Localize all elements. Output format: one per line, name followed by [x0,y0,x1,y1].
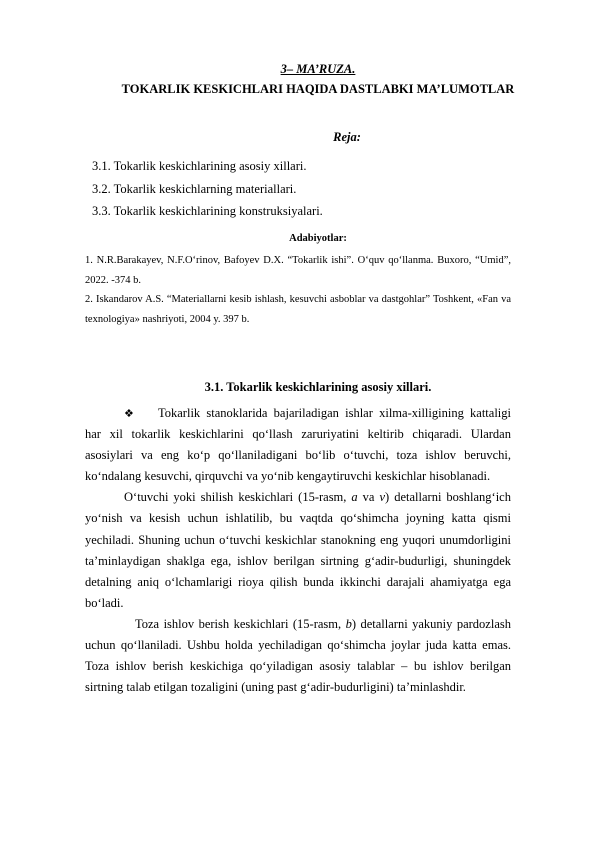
paragraph-2-text-a: O‘tuvchi yoki shilish keskichlari (15-rasm, [124,490,352,505]
plan-item: 3.2. Tokarlik keskichlarning materiallari. [92,181,297,196]
paragraph-3-text-a: Toza ishlov berish keskichlari (15-rasm, [135,616,346,631]
references-list [85,251,511,329]
plan-heading: Reja: [333,130,361,144]
paragraph-2-text-b: ) detallarni boshlang‘ich yo‘nish va kesish uchun ishlatilib, bu vaqtda qo‘shimcha joyning katta qismi yechiladi. Shuning uchun o‘tuvchi keskichlar stanokning eng yuqori unumdorligini ta’minlaydigan shaklga ega, ishlov berilgan sirtning g‘adir-budurligi, shuningdek detalning aniq o‘lchamlarigi rioya qilish bunda ikkinchi darajali ahamiyatga ega bo‘ladi. [85,490,511,610]
figure-ref-b: b [345,616,352,631]
paragraph-3 [85,614,511,698]
paragraph-2-text-mid: va [357,490,380,505]
plan-list [92,155,323,223]
figure-ref-v: v [379,490,386,505]
section-title: 3.1. Tokarlik keskichlarining asosiy xillari. [204,380,432,394]
paragraph-2 [85,487,511,614]
lecture-number: 3– MA’RUZA. [280,62,356,76]
figure-ref-a: a [351,490,358,505]
reference-item: 2. Iskandarov A.S. “Materiallarni kesib ishlash, kesuvchi asboblar va dastgohlar” Toshkent, «Fan va texnologiya» nashriyoti, 2004 y. 397 b. [85,294,511,325]
paragraph-3-text-b: ) detallarni yakuniy pardozlash uchun qo‘llaniladi. Ushbu holda yechiladigan qo‘shimcha joylar juda katta emas. Toza ishlov berish keskichiga qo‘yiladigan asosiy talablar – bu ishlov berilgan sirtning talab etilgan tozaligini (uning past g‘adir-budurligini) ta’minlashdir. [85,616,511,695]
lecture-title: TOKARLIK KESKICHLARI HAQIDA DASTLABKI MA’LUMOTLAR [121,82,515,96]
references-heading: Adabiyotlar: [289,233,347,244]
paragraph-1 [85,403,511,487]
section-body [85,403,511,698]
reference-item: 1. N.R.Barakayev, N.F.O‘rinov, Bafoyev D.X. “Tokarlik ishi”. O‘quv qo‘llanma. Buxoro, “Umid”, 2022. -374 b. [85,255,511,286]
paragraph-1-text: Tokarlik stanoklarida bajariladigan ishlar xilma-xilligining kattaligi har xil tokarlik keskichlarini qo‘llash zaruriyatini keltirib chiqaradi. Ulardan asosiylari va eng ko‘p qo‘llaniladigani bo‘lib o‘tuvchi, toza ishlov beruvchi, ko‘ndalang kesuvchi, qirquvchi va yo‘nib kengaytiruvchi keskichlar hisoblanadi. [85,406,511,484]
plan-item: 3.1. Tokarlik keskichlarining asosiy xillari. [92,159,307,173]
diamond-bullet-icon: ❖ [124,407,134,420]
plan-item: 3.3. Tokarlik keskichlarining konstruksiyalari. [92,204,323,219]
